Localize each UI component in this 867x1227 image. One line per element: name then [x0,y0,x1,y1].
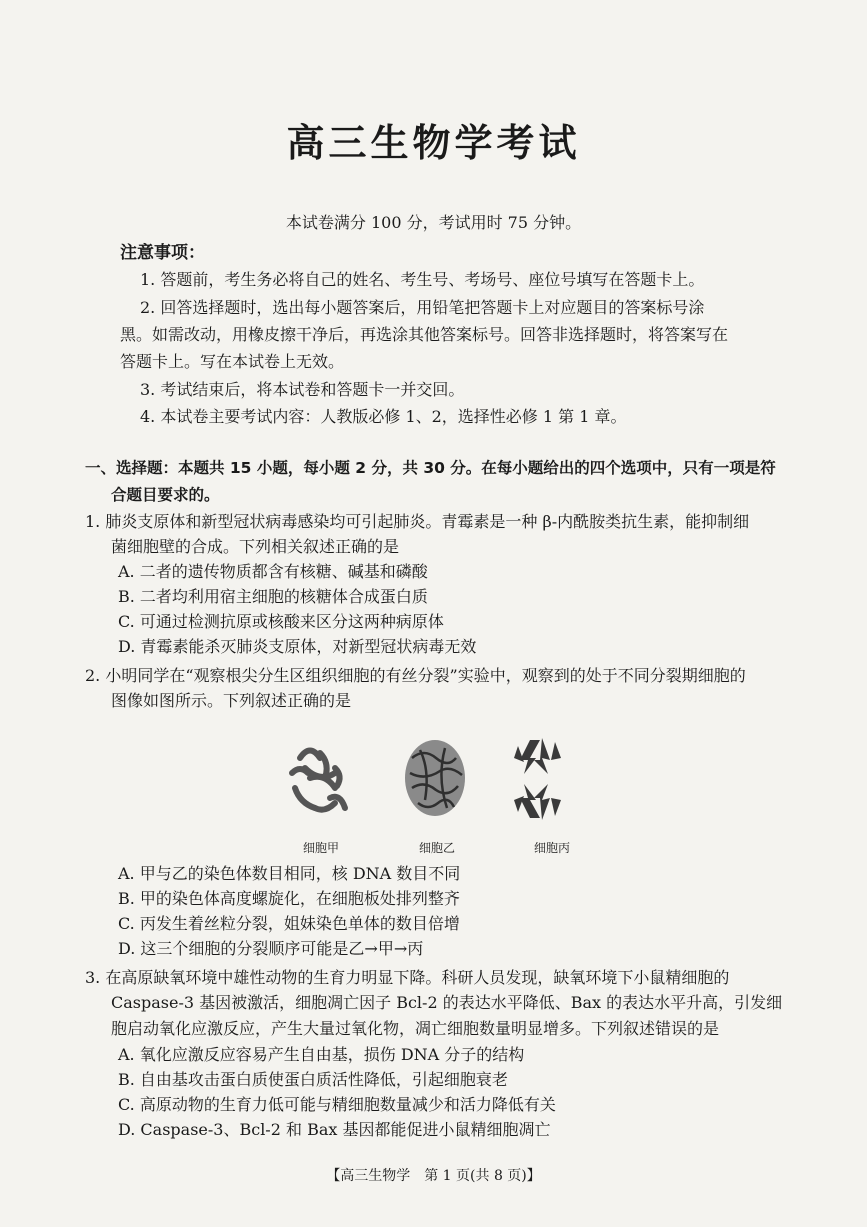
cell-figure [280,728,590,838]
question-1-stem: 1. 肺炎支原体和新型冠状病毒感染均可引起肺炎。青霉素是一种 β-内酰胺类抗生素，能抑制细 [85,512,750,531]
question-3-stem: Caspase-3 基因被激活，细胞凋亡因子 Bcl-2 的表达水平降低、Bax 的表达水平升高，引发细 [111,993,783,1012]
question-3-option-b: B. 自由基攻击蛋白质使蛋白质活性降低，引起细胞衰老 [118,1070,508,1089]
notice-line: 4. 本试卷主要考试内容：人教版必修 1、2，选择性必修 1 第 1 章。 [140,407,627,426]
question-2-stem: 2. 小明同学在“观察根尖分生区组织细胞的有丝分裂”实验中，观察到的处于不同分裂期细胞的 [85,666,746,685]
page-title: 高三生物学考试 [286,121,581,165]
cell-yi-image [405,740,465,816]
question-1-option-a: A. 二者的遗传物质都含有核糖、碱基和磷酸 [118,562,428,581]
page-footer: 【高三生物学 第 1 页(共 8 页)】 [326,1168,541,1184]
question-3-stem: 胞启动氧化应激反应，产生大量过氧化物，凋亡细胞数量明显增多。下列叙述错误的是 [111,1019,720,1038]
section-heading: 一、选择题：本题共 15 小题，每小题 2 分，共 30 分。在每小题给出的四个选项中，只有一项是符 [85,459,776,477]
question-2-option-b: B. 甲的染色体高度螺旋化，在细胞板处排列整齐 [118,889,460,908]
question-3-option-c: C. 高原动物的生育力低可能与精细胞数量减少和活力降低有关 [118,1095,556,1114]
question-1-stem: 菌细胞壁的合成。下列相关叙述正确的是 [111,537,400,556]
notice-line: 1. 答题前，考生务必将自己的姓名、考生号、考场号、座位号填写在答题卡上。 [140,270,705,289]
notice-line: 3. 考试结束后，将本试卷和答题卡一并交回。 [140,380,465,399]
question-2-option-a: A. 甲与乙的染色体数目相同，核 DNA 数目不同 [118,864,461,883]
notice-line: 答题卡上。写在本试卷上无效。 [120,352,345,371]
question-1-option-b: B. 二者均利用宿主细胞的核糖体合成蛋白质 [118,587,428,606]
question-2-stem: 图像如图所示。下列叙述正确的是 [111,691,352,710]
cell-jia-image [292,751,345,810]
question-3-stem: 3. 在高原缺氧环境中雄性动物的生育力明显下降。科研人员发现，缺氧环境下小鼠精细胞的 [85,968,730,987]
exam-info: 本试卷满分 100 分，考试用时 75 分钟。 [285,213,582,232]
question-1-option-c: C. 可通过检测抗原或核酸来区分这两种病原体 [118,612,444,631]
figure-label-bing: 细胞丙 [534,841,571,855]
question-2-option-d: D. 这三个细胞的分裂顺序可能是乙→甲→丙 [118,939,424,958]
question-1-option-d: D. 青霉素能杀灭肺炎支原体，对新型冠状病毒无效 [118,637,477,656]
question-3-option-a: A. 氧化应激反应容易产生自由基，损伤 DNA 分子的结构 [118,1045,525,1064]
figure-label-yi: 细胞乙 [419,841,456,855]
question-2-option-c: C. 丙发生着丝粒分裂，姐妹染色单体的数目倍增 [118,914,460,933]
section-heading: 合题目要求的。 [111,486,220,504]
cell-bing-image [514,738,561,820]
notice-heading: 注意事项： [120,243,205,263]
notice-line: 2. 回答选择题时，选出每小题答案后，用铅笔把答题卡上对应题目的答案标号涂 [140,298,705,317]
question-3-option-d: D. Caspase-3、Bcl-2 和 Bax 基因都能促进小鼠精细胞凋亡 [118,1120,551,1139]
figure-label-jia: 细胞甲 [303,841,340,855]
notice-line: 黑。如需改动，用橡皮擦干净后，再选涂其他答案标号。回答非选择题时，将答案写在 [120,325,729,344]
